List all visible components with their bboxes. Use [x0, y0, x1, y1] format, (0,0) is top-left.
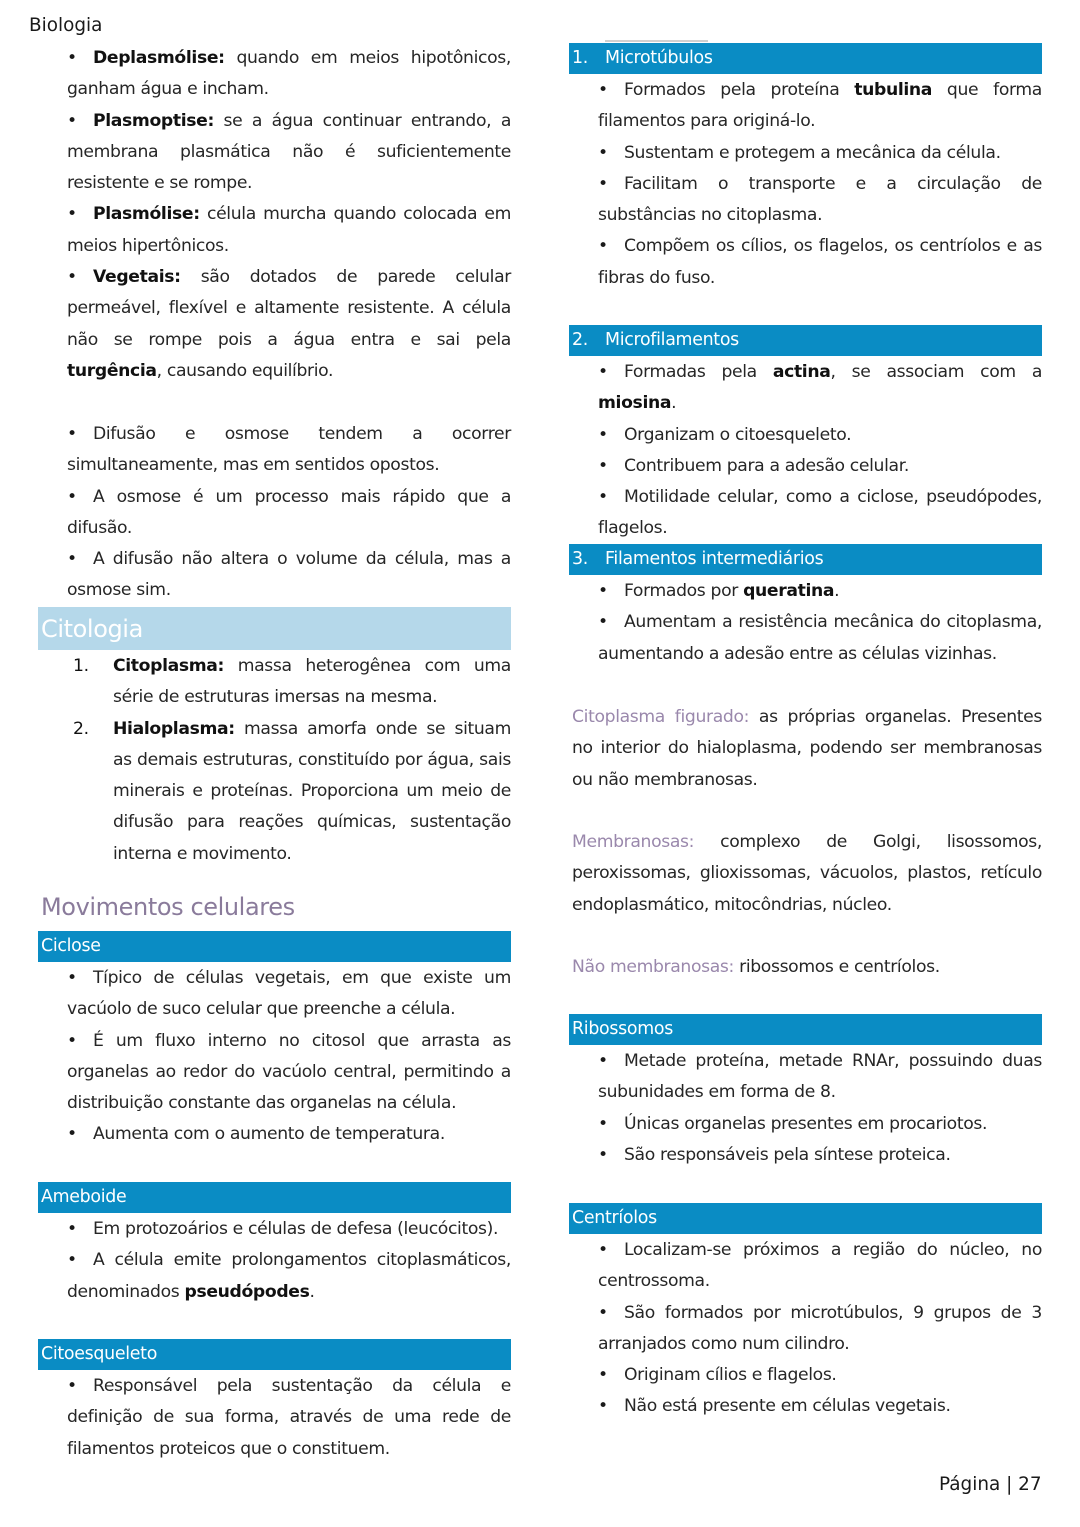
- decorative-line: [605, 40, 708, 42]
- movimentos-heading: Movimentos celulares: [41, 893, 295, 921]
- filamentos-bullet: • Formados por queratina.: [569, 576, 1042, 607]
- citoesqueleto-bullets: [38, 1371, 511, 1465]
- microtubulos-heading: 1. Microtúbulos: [569, 43, 1042, 74]
- intro-bullets: [38, 43, 511, 387]
- page-number: Página | 27: [939, 1474, 1042, 1495]
- bullet-difusao-volume: • A difusão não altera o volume da célula, mas a osmose sim.: [38, 544, 511, 607]
- centriolos-bullet: • São formados por microtúbulos, 9 grupos de 3 arranjados como num cilindro.: [569, 1298, 1042, 1361]
- citologia-item-citoplasma: 1. Citoplasma: massa heterogênea com uma série de estruturas imersas na mesma.: [73, 656, 511, 708]
- filamentos-bullets: [569, 576, 1042, 670]
- header-subject: Biologia: [29, 15, 103, 36]
- microtubulos-bullet: • Facilitam o transporte e a circulação de substâncias no citoplasma.: [569, 169, 1042, 232]
- microfilamentos-bullet: • Contribuem para a adesão celular.: [569, 451, 1042, 482]
- centriolos-bullet: • Originam cílios e flagelos.: [569, 1360, 1042, 1391]
- bullet-vegetais: • Vegetais: são dotados de parede celular permeável, flexível e altamente resistente. A célula não se rompe pois a água entra e sai pela turgência, causando equilíbrio.: [38, 262, 511, 387]
- ciclose-heading: Ciclose: [38, 931, 511, 962]
- microtubulos-bullet: • Sustentam e protegem a mecânica da célula.: [569, 138, 1042, 169]
- microtubulos-bullets: [569, 75, 1042, 294]
- centriolos-heading: Centríolos: [569, 1203, 1042, 1234]
- citologia-list: [38, 651, 511, 870]
- paragraph-label: Citoplasma figurado:: [572, 707, 750, 727]
- citoplasma-figurado-paragraph: Citoplasma figurado: as próprias organelas. Presentes no interior do hialoplasma, podendo ser membranosas ou não membranosas.: [572, 707, 1042, 790]
- microfilamentos-heading: 2. Microfilamentos: [569, 325, 1042, 356]
- membranosas-paragraph: Membranosas: complexo de Golgi, lisossomos, peroxissomas, glioxissomas, vácuolos, plastos, retículo endoplasmático, mitocôndrias, núcleo.: [572, 832, 1042, 915]
- ribossomos-bullet: • Únicas organelas presentes em procariotos.: [569, 1109, 1042, 1140]
- ciclose-bullet: • Típico de células vegetais, em que existe um vacúolo de suco celular que preenche a célula.: [38, 963, 511, 1026]
- ribossomos-bullet: • Metade proteína, metade RNAr, possuindo duas subunidades em forma de 8.: [569, 1046, 1042, 1109]
- microfilamentos-bullets: [569, 357, 1042, 545]
- centriolos-bullets: [569, 1235, 1042, 1423]
- ciclose-bullet: • É um fluxo interno no citosol que arrasta as organelas ao redor do vacúolo central, permitindo a distribuição constante das organelas na célula.: [38, 1026, 511, 1120]
- ribossomos-heading: Ribossomos: [569, 1014, 1042, 1045]
- ameboide-bullet: • A célula emite prolongamentos citoplasmáticos, denominados pseudópodes.: [38, 1245, 511, 1308]
- bullet-difusao-osmose: • Difusão e osmose tendem a ocorrer simultaneamente, mas em sentidos opostos.: [38, 419, 511, 482]
- paragraph-label: Não membranosas:: [572, 957, 734, 977]
- ribossomos-bullet: • São responsáveis pela síntese proteica.: [569, 1140, 1042, 1171]
- centriolos-bullet: • Não está presente em células vegetais.: [569, 1391, 1042, 1422]
- nao-membranosas-paragraph: Não membranosas: ribossomos e centríolos.: [572, 957, 940, 977]
- filamentos-bullet: • Aumentam a resistência mecânica do citoplasma, aumentando a adesão entre as células vizinhas.: [569, 607, 1042, 670]
- microtubulos-bullet: • Compõem os cílios, os flagelos, os centríolos e as fibras do fuso.: [569, 231, 1042, 294]
- filamentos-heading: 3. Filamentos intermediários: [569, 544, 1042, 575]
- ameboide-bullets: [38, 1214, 511, 1308]
- ribossomos-bullets: [569, 1046, 1042, 1171]
- paragraph-label: Membranosas:: [572, 832, 695, 852]
- citoesqueleto-bullet: • Responsável pela sustentação da célula e definição de sua forma, através de uma rede de filamentos proteicos que o constituem.: [38, 1371, 511, 1465]
- citologia-item-hialoplasma: 2. Hialoplasma: massa amorfa onde se situam as demais estruturas, constituído por água, sais minerais e proteínas. Proporciona um meio de difusão para reações químicas, sustentação interna e movimento.: [73, 718, 511, 864]
- microfilamentos-bullet: • Formadas pela actina, se associam com a miosina.: [569, 357, 1042, 420]
- ciclose-bullet: • Aumenta com o aumento de temperatura.: [38, 1119, 511, 1150]
- citoesqueleto-heading: Citoesqueleto: [38, 1339, 511, 1370]
- microfilamentos-bullet: • Organizam o citoesqueleto.: [569, 420, 1042, 451]
- citologia-heading: Citologia: [38, 607, 511, 650]
- ameboide-heading: Ameboide: [38, 1182, 511, 1213]
- diffusion-bullets: [38, 419, 511, 607]
- bullet-plasmolise: • Plasmólise: célula murcha quando colocada em meios hipertônicos.: [38, 199, 511, 262]
- ciclose-bullets: [38, 963, 511, 1151]
- bullet-plasmoptise: • Plasmoptise: se a água continuar entrando, a membrana plasmática não é suficientemente resistente e se rompe.: [38, 106, 511, 200]
- bullet-osmose-rapida: • A osmose é um processo mais rápido que a difusão.: [38, 482, 511, 545]
- microtubulos-bullet: • Formados pela proteína tubulina que forma filamentos para originá-lo.: [569, 75, 1042, 138]
- microfilamentos-bullet: • Motilidade celular, como a ciclose, pseudópodes, flagelos.: [569, 482, 1042, 545]
- centriolos-bullet: • Localizam-se próximos a região do núcleo, no centrossoma.: [569, 1235, 1042, 1298]
- bullet-deplasmolise: • Deplasmólise: quando em meios hipotônicos, ganham água e incham.: [38, 43, 511, 106]
- ameboide-bullet: • Em protozoários e células de defesa (leucócitos).: [38, 1214, 511, 1245]
